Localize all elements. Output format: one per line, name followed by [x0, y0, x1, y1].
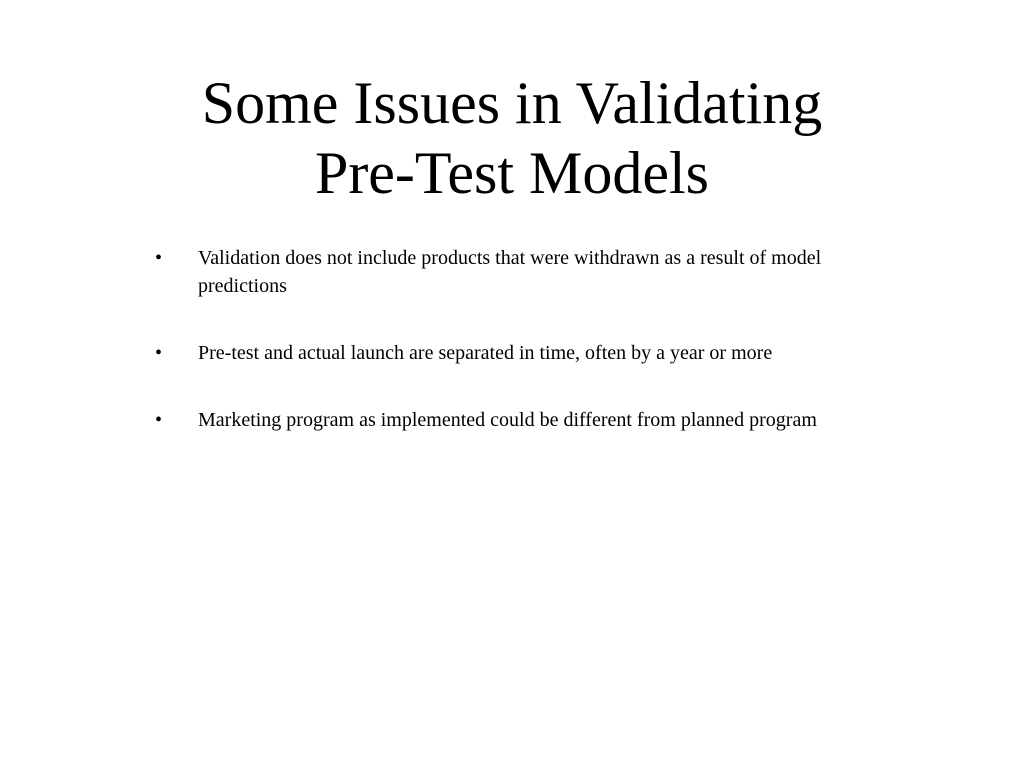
bullet-text-1: Validation does not include products that were withdrawn as a result of model predictions [198, 247, 822, 297]
bullet-text-2: Pre-test and actual launch are separated in time, often by a year or more [198, 342, 773, 364]
slide-title-line-2: Pre-Test Models [314, 140, 710, 206]
bullet-marker: • [155, 247, 163, 269]
slide-title-line-1: Some Issues in Validating [201, 70, 823, 136]
bullet-marker: • [155, 342, 163, 364]
slide-title [112, 68, 912, 208]
bullet-list [153, 244, 863, 473]
bullet-text-3: Marketing program as implemented could be different from planned program [198, 409, 817, 431]
bullet-item-1 [153, 244, 863, 300]
bullet-marker: • [155, 409, 163, 431]
bullet-item-2 [153, 339, 863, 367]
bullet-item-3 [153, 406, 863, 434]
